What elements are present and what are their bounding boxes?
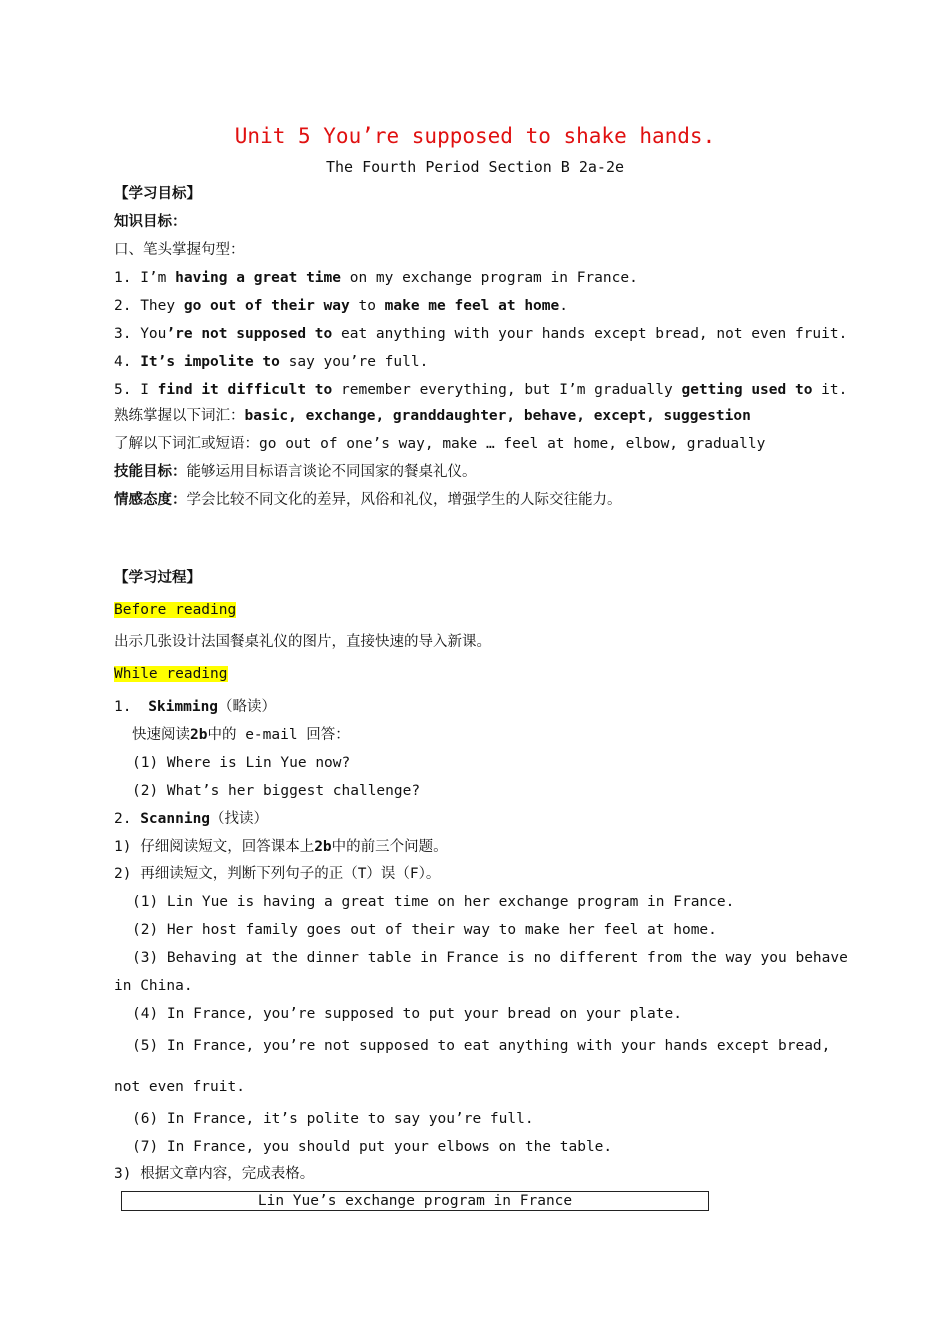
scanning-line (114, 809, 268, 829)
skill-text: 能够运用目标语言谈论不同国家的餐桌礼仪。 (186, 464, 477, 480)
vocab-master-line (114, 406, 751, 426)
skimming-instruction (132, 725, 350, 745)
tf-item-5b: not even fruit. (114, 1079, 245, 1095)
tf-item-6: (6) In France, it’s polite to say you’re full. (132, 1111, 534, 1127)
sentence-number: 4. (114, 354, 141, 370)
vocab-master-words: basic, exchange, granddaughter, behave, except, suggestion (244, 408, 751, 424)
key-phrase: make me feel at home (384, 298, 560, 314)
sentence-text: . (559, 298, 568, 314)
key-phrase: It’s impolite to (140, 354, 280, 370)
process-heading: 【学习过程】 (114, 570, 201, 586)
sentence-text: I’m (140, 270, 176, 286)
tf-item-3a: (3) Behaving at the dinner table in France is no different from the way you behave (132, 950, 848, 966)
sentence-text: They (140, 298, 184, 314)
page-subtitle: The Fourth Period Section B 2a-2e (325, 158, 624, 176)
skim-question-1: (1) Where is Lin Yue now? (132, 755, 351, 771)
sentence-text: eat anything with your hands except bread, not even fruit. (332, 326, 848, 342)
scan-step-1 (114, 837, 448, 857)
scan-1b: 2b (314, 839, 332, 855)
key-phrase: find it difficult to (157, 382, 333, 398)
skill-label: 技能目标： (114, 464, 187, 480)
tf-item-3b: in China. (114, 978, 193, 994)
tf-item-1: (1) Lin Yue is having a great time on her exchange program in France. (132, 894, 735, 910)
skimming-instr-c: 中的 e-mail 回答： (207, 727, 350, 743)
tf-item-7: (7) In France, you should put your elbows on the table. (132, 1139, 613, 1155)
sentence-1 (114, 268, 638, 288)
skimming-line (114, 697, 276, 717)
skimming-label: Skimming (148, 699, 219, 715)
scan-1a: 1) 仔细阅读短文，回答课本上 (114, 839, 315, 855)
skimming-instr-b: 2b (190, 727, 208, 743)
tf-item-4: (4) In France, you’re supposed to put your bread on your plate. (132, 1006, 682, 1022)
sentence-text: to (349, 298, 385, 314)
skill-line (114, 462, 477, 482)
emotion-line (114, 490, 622, 510)
key-phrase: getting used to (681, 382, 813, 398)
key-phrase: having a great time (175, 270, 341, 286)
vocab-know-label: 了解以下词汇或短语： (114, 436, 259, 452)
sentence-text: say you’re full. (279, 354, 429, 370)
skim-question-2: (2) What’s her biggest challenge? (132, 783, 421, 799)
sentence-4 (114, 352, 428, 372)
skimming-num: 1. (114, 699, 132, 715)
exchange-program-table-header: Lin Yue’s exchange program in France (121, 1191, 709, 1211)
before-reading-label: Before reading (114, 602, 237, 618)
skimming-cn: （略读） (218, 699, 277, 715)
page-title: Unit 5 You’re supposed to shake hands. (234, 124, 716, 148)
sentence-text: I (140, 382, 158, 398)
vocab-know-line (114, 434, 765, 454)
scan-step-2: 2) 再细读短文，判断下列句子的正（T）误（F）。 (114, 866, 441, 882)
sentence-2 (114, 296, 568, 316)
key-phrase: go out of their way (183, 298, 350, 314)
sentence-text: remember everything, but I’m gradually (332, 382, 682, 398)
scanning-cn: （找读） (210, 811, 269, 827)
sentence-text: on my exchange program in France. (341, 270, 638, 286)
vocab-master-label: 熟练掌握以下词汇： (114, 408, 245, 424)
vocab-know-words: go out of one’s way, make … feel at home, elbow, gradually (259, 436, 766, 452)
before-reading-text: 出示几张设计法国餐桌礼仪的图片，直接快速的导入新课。 (114, 634, 491, 650)
skimming-instr-a: 快速阅读 (132, 727, 190, 743)
sentence-text: it. (812, 382, 848, 398)
knowledge-label: 知识目标： (114, 214, 187, 230)
sentence-number: 3. (114, 326, 141, 342)
sentence-number: 2. (114, 298, 141, 314)
key-phrase: ’re not supposed to (166, 326, 333, 342)
sentence-text: You (140, 326, 167, 342)
while-reading-label: While reading (114, 666, 228, 682)
sentence-intro: 口、笔头掌握句型： (114, 242, 245, 258)
sentence-3 (114, 324, 847, 344)
objectives-heading: 【学习目标】 (114, 186, 201, 202)
emotion-text: 学会比较不同文化的差异，风俗和礼仪，增强学生的人际交往能力。 (186, 492, 622, 508)
sentence-number: 1. (114, 270, 141, 286)
sentence-number: 5. (114, 382, 141, 398)
scan-step-3: 3) 根据文章内容，完成表格。 (114, 1166, 315, 1182)
tf-item-2: (2) Her host family goes out of their way to make her feel at home. (132, 922, 717, 938)
tf-item-5a: (5) In France, you’re not supposed to eat anything with your hands except bread, (132, 1038, 831, 1054)
scanning-label: Scanning (140, 811, 211, 827)
emotion-label: 情感态度： (114, 492, 187, 508)
scan-1c: 中的前三个问题。 (331, 839, 448, 855)
scanning-num: 2. (114, 811, 132, 827)
sentence-5 (114, 380, 847, 400)
